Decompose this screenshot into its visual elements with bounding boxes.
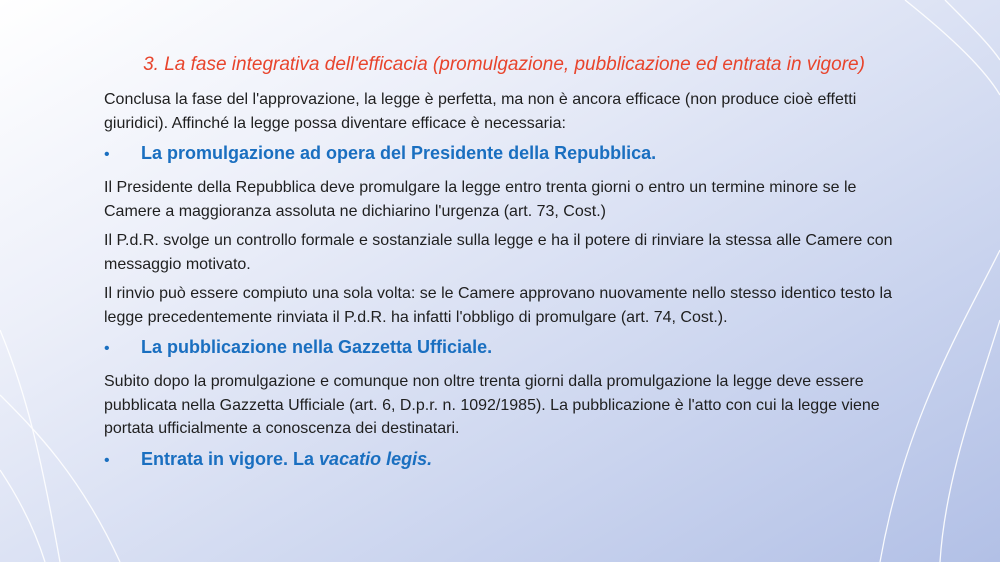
bullet-heading-italic: vacatio legis. bbox=[319, 448, 433, 469]
paragraph-controllo: Il P.d.R. svolge un controllo formale e sostanziale sulla legge e ha il potere di rinviare la stessa alle Camere con messaggio motivato. bbox=[104, 232, 893, 273]
slide-title: 3. La fase integrativa dell'efficacia (promulgazione, pubblicazione ed entrata in vigore) bbox=[143, 54, 865, 75]
slide-content bbox=[104, 52, 904, 482]
bullet-heading: La promulgazione ad opera del Presidente della Repubblica. bbox=[141, 143, 657, 163]
paragraph-pubblicazione: Subito dopo la promulgazione e comunque non oltre trenta giorni dalla promulgazione la legge deve essere pubblicata nella Gazzetta Ufficiale (art. 6, D.p.r. n. 1092/1985). La pubblicazione è l'atto con cui la legge viene portata ufficialmente a conoscenza dei destinatari. bbox=[104, 373, 880, 437]
bullet-dot-icon: • bbox=[104, 451, 110, 469]
bullet-promulgazione bbox=[104, 141, 904, 167]
paragraph-promulgazione-termine: Il Presidente della Repubblica deve promulgare la legge entro trenta giorni o entro un termine minore se le Camere a maggioranza assoluta ne dichiarino l'urgenza (art. 73, Cost.) bbox=[104, 179, 857, 220]
bullet-heading-prefix: Entrata in vigore. La bbox=[141, 448, 320, 469]
bullet-pubblicazione bbox=[104, 335, 904, 361]
bullet-entrata-in-vigore bbox=[104, 447, 904, 473]
bullet-heading bbox=[141, 447, 432, 471]
intro-paragraph: Conclusa la fase del l'approvazione, la legge è perfetta, ma non è ancora efficace (non produce cioè effetti giuridici). Affinché la legge possa diventare efficace è necessaria: bbox=[104, 91, 857, 132]
bullet-heading: La pubblicazione nella Gazzetta Ufficiale. bbox=[141, 337, 493, 357]
paragraph-rinvio: Il rinvio può essere compiuto una sola volta: se le Camere approvano nuovamente nello stesso identico testo la legge precedentemente rinviata il P.d.R. ha infatti l'obbligo di promulgare (art. 74, Cost.). bbox=[104, 285, 893, 326]
bullet-dot-icon: • bbox=[104, 146, 110, 163]
bullet-dot-icon: • bbox=[104, 340, 110, 357]
